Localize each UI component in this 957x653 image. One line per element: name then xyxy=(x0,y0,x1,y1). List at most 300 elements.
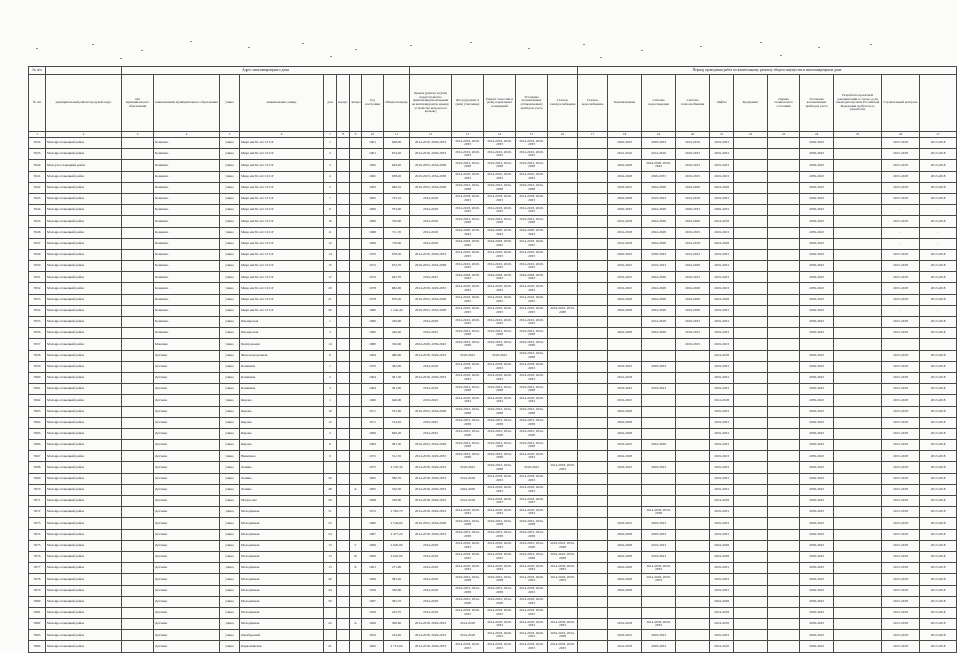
table-cell: 2019-2023, 2034-2038 xyxy=(484,462,516,473)
table-cell xyxy=(337,350,350,361)
table-cell: улица xyxy=(220,529,240,540)
table-cell xyxy=(768,630,800,641)
table-cell xyxy=(676,641,710,652)
table-cell: 2039-2043 xyxy=(800,518,834,529)
table-cell: 5975 xyxy=(29,540,46,551)
table-cell xyxy=(122,328,154,339)
column-number-12: 12 xyxy=(410,132,452,138)
table-cell: 2019-2023, 2034-2038 xyxy=(516,440,548,451)
table-cell: 2015-2018 xyxy=(920,496,957,507)
table-cell: 10 xyxy=(324,216,337,227)
table-cell: Детчино xyxy=(154,641,220,652)
header-group-0: № п/п xyxy=(29,67,46,75)
table-cell: 2015-2018 xyxy=(882,294,920,305)
table-cell xyxy=(676,496,710,507)
table-cell xyxy=(834,440,882,451)
table-cell: 2014-2016, 2029-2033 xyxy=(516,294,548,305)
table-cell: улица xyxy=(220,417,240,428)
table-cell: 2015-2018 xyxy=(920,641,957,652)
table-cell xyxy=(834,551,882,562)
table-cell: 2014-2016 xyxy=(676,138,710,149)
table-cell: 5 xyxy=(324,182,337,193)
header-group-3 xyxy=(410,67,578,75)
table-cell xyxy=(350,473,362,484)
table-cell: 5969 xyxy=(29,473,46,484)
table-cell: 15 xyxy=(324,261,337,272)
table-cell: 2015-2018 xyxy=(882,473,920,484)
table-cell: 2019-2023, 2034-2038 xyxy=(484,440,516,451)
table-cell: 2039-2043 xyxy=(800,641,834,652)
table-cell xyxy=(548,484,578,495)
table-cell xyxy=(122,372,154,383)
table-cell: 1962 xyxy=(362,160,384,171)
column-number-21: 21 xyxy=(710,132,734,138)
table-cell xyxy=(834,641,882,652)
table-cell xyxy=(337,149,350,160)
table-cell xyxy=(548,193,578,204)
table-cell xyxy=(337,619,350,630)
table-cell: 2019-2023, 2034-2038 xyxy=(484,160,516,171)
table-cell: 2019-2023, 2034-2038 xyxy=(410,518,452,529)
table-cell: 5971 xyxy=(29,496,46,507)
table-cell xyxy=(734,305,768,316)
table-cell xyxy=(548,372,578,383)
table-cell: 2019-2023, 2034-2038 xyxy=(452,160,484,171)
table-cell: 2039-2043 xyxy=(800,529,834,540)
table-cell: 1968 xyxy=(362,227,384,238)
table-cell: 2019-2023 xyxy=(710,339,734,350)
table-cell: Кирова xyxy=(240,406,324,417)
table-cell: 2039-2043 xyxy=(800,216,834,227)
table-cell: 2014-2016, 2029-2033 xyxy=(452,249,484,260)
table-cell: 5954 xyxy=(29,305,46,316)
table-cell: 2024-2028 xyxy=(676,261,710,272)
table-cell: 5965 xyxy=(29,428,46,439)
table-cell: 44 xyxy=(324,585,337,596)
table-cell xyxy=(548,272,578,283)
table-cell xyxy=(834,395,882,406)
table-cell: 5940 xyxy=(29,160,46,171)
table-cell xyxy=(578,305,608,316)
table-cell: 2019-2023, 2034-2038 xyxy=(484,406,516,417)
table-cell xyxy=(734,216,768,227)
table-cell: 480,60 xyxy=(384,350,410,361)
table-cell xyxy=(768,406,800,417)
table-cell: Кирова xyxy=(240,395,324,406)
table-cell xyxy=(768,529,800,540)
column-number-9: 9 xyxy=(350,132,362,138)
table-cell xyxy=(578,462,608,473)
table-cell: Малоярославецкий район xyxy=(46,630,122,641)
table-cell: 2014-2018 xyxy=(710,395,734,406)
table-cell xyxy=(337,428,350,439)
table-cell: 2019-2023 xyxy=(676,149,710,160)
table-cell: 5976 xyxy=(29,551,46,562)
table-cell: 716,90 xyxy=(384,238,410,249)
table-cell xyxy=(337,473,350,484)
table-cell xyxy=(122,339,154,350)
table-cell xyxy=(834,261,882,272)
table-cell xyxy=(350,518,362,529)
table-cell: 5935 xyxy=(29,149,46,160)
table-cell: 2015-2018 xyxy=(920,630,957,641)
table-cell: 2019-2023, 2034-2038 xyxy=(484,182,516,193)
table-row xyxy=(29,451,957,462)
table-row xyxy=(29,529,957,540)
table-cell: 2015-2018 xyxy=(882,607,920,618)
table-cell: 5982 xyxy=(29,619,46,630)
table-cell xyxy=(734,630,768,641)
table-cell: 2019-2023, 2034-2038 xyxy=(452,406,484,417)
table-cell: улица xyxy=(220,451,240,462)
table-cell: 2015-2018 xyxy=(882,272,920,283)
table-cell xyxy=(768,473,800,484)
table-cell xyxy=(122,574,154,585)
table-cell xyxy=(578,596,608,607)
table-cell xyxy=(337,138,350,149)
table-cell: 2019-2023 xyxy=(710,317,734,328)
header-group-1 xyxy=(46,67,122,75)
table-cell: 2014-2018 xyxy=(710,641,734,652)
table-cell xyxy=(734,529,768,540)
table-cell xyxy=(350,216,362,227)
table-cell xyxy=(578,507,608,518)
table-cell: 2015-2018 xyxy=(920,473,957,484)
table-cell: 2014-2018 xyxy=(410,205,452,216)
table-cell xyxy=(834,272,882,283)
table-cell: 2019-2023, 2034-2038 xyxy=(410,305,452,316)
table-cell: 2014-2018, 2029-2033 xyxy=(484,372,516,383)
table-cell: 240,40 xyxy=(384,328,410,339)
table-cell xyxy=(578,607,608,618)
table-cell xyxy=(548,395,578,406)
table-cell: 2014-2018, 2029-2033 xyxy=(516,630,548,641)
table-cell xyxy=(734,160,768,171)
table-cell xyxy=(337,372,350,383)
table-cell: 2039-2043 xyxy=(800,149,834,160)
table-cell: 2014-2016, 2029-2033 xyxy=(516,305,548,316)
table-cell xyxy=(676,540,710,551)
table-cell: 2024-2028 xyxy=(608,294,642,305)
table-cell: 2014-2018, 2029-2033 xyxy=(484,496,516,507)
table-cell: 50 xyxy=(324,496,337,507)
table-cell: 1980 xyxy=(362,305,384,316)
table-cell: Молодёжная xyxy=(240,540,324,551)
table-cell: 2014-2018, 2029-2033 xyxy=(452,507,484,518)
table-cell: 2039-2043 xyxy=(800,540,834,551)
table-cell: Детчино xyxy=(154,551,220,562)
table-cell: 622,70 xyxy=(384,272,410,283)
table-cell: 1 xyxy=(324,138,337,149)
table-cell xyxy=(834,619,882,630)
table-cell: Малоярославецкий район xyxy=(46,171,122,182)
table-cell xyxy=(337,384,350,395)
table-cell: 2024-2028 xyxy=(642,182,676,193)
table-cell: 2019-2023, 2034-2038 xyxy=(484,384,516,395)
table-cell: 2015-2018 xyxy=(882,193,920,204)
table-cell: 5970 xyxy=(29,484,46,495)
table-cell xyxy=(350,406,362,417)
table-cell xyxy=(337,462,350,473)
table-cell xyxy=(642,451,676,462)
table-cell: 2024-2028, 2039-2043 xyxy=(452,227,484,238)
table-cell: 2014-2018, 2029-2033 xyxy=(452,205,484,216)
table-cell: Кошкино xyxy=(154,138,220,149)
table-cell: 2039-2043 xyxy=(800,574,834,585)
table-row xyxy=(29,227,957,238)
table-cell xyxy=(734,249,768,260)
table-cell: 2014-2016, 2029-2033 xyxy=(484,138,516,149)
table-cell: Малоярославецкий район xyxy=(46,641,122,652)
table-row xyxy=(29,283,957,294)
table-cell xyxy=(350,294,362,305)
table-cell: Г xyxy=(350,540,362,551)
table-cell: 2015-2018 xyxy=(920,529,957,540)
table-cell: Малоярославецкий район xyxy=(46,607,122,618)
table-cell xyxy=(834,473,882,484)
table-cell xyxy=(676,529,710,540)
table-cell: 2039-2043 xyxy=(800,417,834,428)
table-cell xyxy=(768,149,800,160)
table-cell: 2039-2043 xyxy=(800,328,834,339)
table-cell: 2019-2023 xyxy=(710,138,734,149)
table-cell xyxy=(337,328,350,339)
table-cell xyxy=(578,160,608,171)
table-cell: 2019-2023 xyxy=(710,473,734,484)
table-cell xyxy=(337,361,350,372)
column-header-10: Год постройки xyxy=(362,75,384,132)
table-cell: 2014-2016, 2029-2033 xyxy=(484,294,516,305)
table-cell: Детчино xyxy=(154,630,220,641)
table-cell: Мира им.30-лет СССР xyxy=(240,149,324,160)
table-cell xyxy=(350,451,362,462)
table-cell: 2014-2018 xyxy=(452,496,484,507)
table-cell xyxy=(578,372,608,383)
table-cell: 2024-2028 xyxy=(676,283,710,294)
table-cell: Мира им.30-лет СССР xyxy=(240,193,324,204)
table-cell xyxy=(350,238,362,249)
table-row xyxy=(29,372,957,383)
table-cell xyxy=(834,339,882,350)
table-cell: Кошкино xyxy=(154,294,220,305)
table-cell xyxy=(350,205,362,216)
table-cell xyxy=(350,138,362,149)
table-cell xyxy=(734,596,768,607)
table-cell xyxy=(834,328,882,339)
table-cell xyxy=(834,507,882,518)
table-cell: 2014-2018 xyxy=(410,596,452,607)
table-cell: 40 xyxy=(324,305,337,316)
table-row xyxy=(29,507,957,518)
table-cell: 2014-2018, 2029-2033 xyxy=(410,496,452,507)
table-cell xyxy=(768,227,800,238)
table-cell xyxy=(834,451,882,462)
table-cell xyxy=(337,641,350,652)
table-cell: 2014-2018, 2029-2033 xyxy=(516,451,548,462)
table-cell: 678,30 xyxy=(384,249,410,260)
table-cell: 2039-2043 xyxy=(800,305,834,316)
table-cell: 2015-2018 xyxy=(882,182,920,193)
table-cell: улица xyxy=(220,350,240,361)
table-cell: улица xyxy=(220,283,240,294)
table-cell: 2019-2023, 2034-2038 xyxy=(452,339,484,350)
table-cell: 4 xyxy=(324,384,337,395)
table-cell: Детчино xyxy=(154,484,220,495)
table-cell xyxy=(578,238,608,249)
table-cell xyxy=(676,372,710,383)
table-cell: 2039-2043 xyxy=(800,372,834,383)
table-cell: 2014-2018, 2029-2033 xyxy=(452,540,484,551)
table-cell xyxy=(578,529,608,540)
table-cell xyxy=(122,182,154,193)
table-cell: 8 xyxy=(324,440,337,451)
table-cell: 2015-2018 xyxy=(882,372,920,383)
table-cell: 2024-2028 xyxy=(608,406,642,417)
table-cell: 2039-2043 xyxy=(800,384,834,395)
table-cell: Мира им.30-лет СССР xyxy=(240,138,324,149)
table-cell: 2029-2033 xyxy=(608,138,642,149)
table-cell: 12 xyxy=(324,238,337,249)
table-cell: 2015-2018 xyxy=(920,518,957,529)
table-cell xyxy=(548,249,578,260)
table-cell: 646,00 xyxy=(384,395,410,406)
table-cell xyxy=(734,317,768,328)
table-cell xyxy=(676,518,710,529)
column-header-4: наименование муниципального образования xyxy=(154,75,220,132)
table-cell: 2019-2023, 2034-2038 xyxy=(484,574,516,585)
table-cell: 1972 xyxy=(362,507,384,518)
table-cell xyxy=(350,417,362,428)
table-row xyxy=(29,384,957,395)
table-cell xyxy=(122,496,154,507)
table-cell: 2039-2043 xyxy=(800,249,834,260)
table-cell: 2039-2043 xyxy=(800,272,834,283)
table-cell xyxy=(548,182,578,193)
table-cell xyxy=(122,216,154,227)
table-cell: Малоярославецкий район xyxy=(46,551,122,562)
table-cell: 5941 xyxy=(29,171,46,182)
column-header-21: Лифты xyxy=(710,75,734,132)
table-cell: 2039-2043 xyxy=(800,193,834,204)
table-cell xyxy=(768,607,800,618)
table-cell: 2024-2028, 2039-2043 xyxy=(484,238,516,249)
table-cell: Центральная xyxy=(240,339,324,350)
table-cell: 2015-2018 xyxy=(882,484,920,495)
table-cell xyxy=(122,384,154,395)
table-cell: 2024-2028 xyxy=(642,440,676,451)
table-row xyxy=(29,619,957,630)
table-cell: 1959 xyxy=(362,585,384,596)
table-cell: 2024-2028 xyxy=(642,294,676,305)
table-cell: 2014-2018, 2029-2033 xyxy=(410,641,452,652)
table-cell xyxy=(642,339,676,350)
table-cell: 2015-2018 xyxy=(882,630,920,641)
table-cell: Молодёжная xyxy=(240,585,324,596)
table-cell: 17 xyxy=(324,272,337,283)
table-cell xyxy=(122,317,154,328)
table-cell: 511,35 xyxy=(384,451,410,462)
table-cell xyxy=(350,585,362,596)
column-header-3: тип муниципального образования xyxy=(122,75,154,132)
table-cell: 2015-2018 xyxy=(920,451,957,462)
table-cell xyxy=(337,607,350,618)
table-cell xyxy=(337,305,350,316)
table-cell: 1969 xyxy=(362,551,384,562)
table-cell: 2019-2023, 2034-2038 xyxy=(516,529,548,540)
table-cell: улица xyxy=(220,149,240,160)
table-cell xyxy=(768,619,800,630)
table-cell: 2024-2028 xyxy=(608,574,642,585)
table-cell: улица xyxy=(220,249,240,260)
table-cell xyxy=(548,328,578,339)
table-cell xyxy=(676,551,710,562)
table-cell: 2014-2018, 2029-2033 xyxy=(548,563,578,574)
table-cell: Малоярославецкий район xyxy=(46,249,122,260)
table-cell: 2024-2028 xyxy=(676,294,710,305)
table-cell xyxy=(834,484,882,495)
column-number-22: 22 xyxy=(734,132,768,138)
table-cell: Мира им.30-лет СССР xyxy=(240,283,324,294)
table-row xyxy=(29,406,957,417)
table-cell: 21 xyxy=(324,294,337,305)
table-cell xyxy=(642,372,676,383)
table-cell: 2015-2018 xyxy=(920,596,957,607)
table-cell xyxy=(734,138,768,149)
table-cell: 2 620,90 xyxy=(384,540,410,551)
table-cell xyxy=(676,607,710,618)
table-cell: 1966 xyxy=(362,205,384,216)
table-cell xyxy=(768,328,800,339)
table-cell: 2024-2028 xyxy=(676,305,710,316)
table-cell: 2015-2018 xyxy=(882,428,920,439)
column-header-11: Общая площадь xyxy=(384,75,410,132)
table-cell xyxy=(548,384,578,395)
table-cell: - xyxy=(882,205,920,216)
table-row xyxy=(29,551,957,562)
table-cell: 5972 xyxy=(29,507,46,518)
table-cell: Малоярославецкий район xyxy=(46,406,122,417)
table-cell: Малоярославецкий район xyxy=(46,507,122,518)
column-number-7: 7 xyxy=(324,132,337,138)
table-cell xyxy=(350,328,362,339)
table-cell: Малоярославецкий район xyxy=(46,339,122,350)
table-cell: 2019-2023 xyxy=(608,283,642,294)
table-cell xyxy=(734,574,768,585)
table-cell: 2014-2018, 2029-2033 xyxy=(410,507,452,518)
column-header-13: Фасад (ремонт и (или) утепление) xyxy=(452,75,484,132)
table-cell xyxy=(122,607,154,618)
table-cell: Детчино xyxy=(154,473,220,484)
table-cell: Малоярославецкий район xyxy=(46,283,122,294)
table-cell xyxy=(768,205,800,216)
table-cell: 1978 xyxy=(362,294,384,305)
table-cell xyxy=(676,451,710,462)
table-cell: Пионерская xyxy=(240,317,324,328)
table-cell xyxy=(350,574,362,585)
table-cell xyxy=(676,384,710,395)
header-row-groups xyxy=(29,67,957,75)
table-cell xyxy=(350,641,362,652)
column-header-22: Фундамент xyxy=(734,75,768,132)
column-number-14: 14 xyxy=(484,132,516,138)
table-cell: 2019-2043 xyxy=(608,361,642,372)
table-cell: Б xyxy=(350,563,362,574)
table-cell: улица xyxy=(220,630,240,641)
table-cell xyxy=(834,249,882,260)
table-cell: 2019-2023, 2034-2038 xyxy=(516,406,548,417)
table-cell: 2019-2043 xyxy=(608,384,642,395)
table-cell xyxy=(768,451,800,462)
